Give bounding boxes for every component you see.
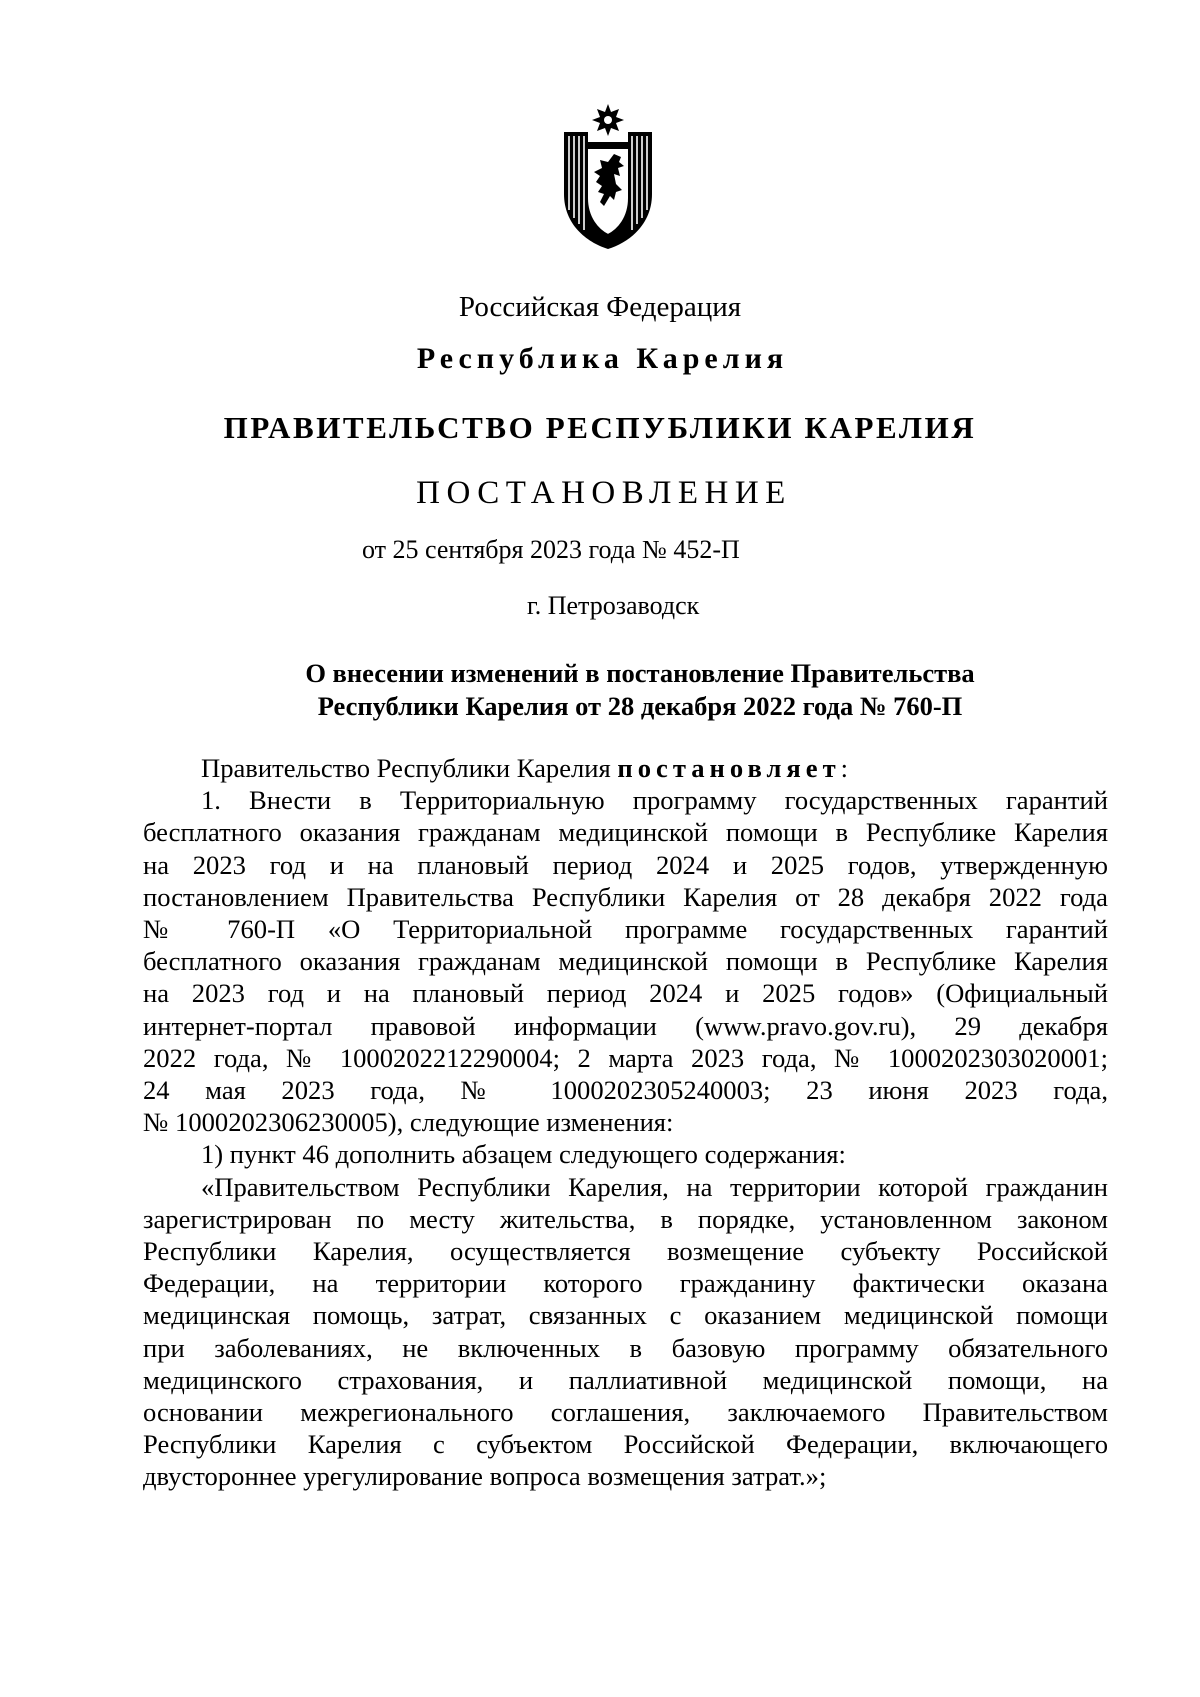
karelia-coat-of-arms-icon bbox=[558, 102, 658, 252]
quote-line: Республики Карелия с субъектом Российской Федерации, включающего bbox=[143, 1429, 1108, 1460]
quote-line: двустороннее урегулирование вопроса возмещения затрат.»; bbox=[143, 1461, 827, 1492]
intro-text: Правительство Республики Карелия bbox=[201, 753, 618, 783]
document-subject bbox=[240, 657, 1040, 723]
quote-line: основании межрегионального соглашения, заключаемого Правительством bbox=[143, 1397, 1108, 1428]
city: г. Петрозаводск bbox=[527, 591, 700, 620]
paragraph-line: 24 мая 2023 года, № 1000202305240003; 23 июня 2023 года, bbox=[143, 1075, 1108, 1106]
paragraph-line: 1. Внести в Территориальную программу государственных гарантий bbox=[201, 785, 1108, 816]
republic-name: Республика Карелия bbox=[416, 342, 789, 375]
subitem-line: 1) пункт 46 дополнить абзацем следующего содержания: bbox=[201, 1139, 846, 1170]
paragraph-line: № 760-П «О Территориальной программе государственных гарантий bbox=[143, 914, 1108, 945]
quote-line: при заболеваниях, не включенных в базовую программу обязательного bbox=[143, 1332, 1108, 1363]
paragraph-line: на 2023 год и на плановый период 2024 и 2025 годов» (Официальный bbox=[143, 978, 1108, 1009]
country-name: Российская Федерация bbox=[458, 291, 742, 323]
paragraph-line: на 2023 год и на плановый период 2024 и 2025 годов, утвержденную bbox=[143, 849, 1108, 880]
intro-paragraph bbox=[143, 752, 1108, 784]
subject-line: О внесении изменений в постановление Правительства bbox=[305, 658, 975, 688]
paragraph-line: бесплатного оказания гражданам медицинской помощи в Республике Карелия bbox=[143, 946, 1108, 977]
quote-line: зарегистрирован по месту жительства, в порядке, установленном законом bbox=[143, 1203, 1108, 1234]
resolves-word: постановляет bbox=[617, 753, 841, 783]
quote-line: Федерации, на территории которого гражданину фактически оказана bbox=[143, 1268, 1108, 1299]
quote-line: медицинского страхования, и паллиативной медицинской помощи, на bbox=[143, 1364, 1108, 1395]
quote-line: Республики Карелия, осуществляется возмещение субъекту Российской bbox=[143, 1236, 1108, 1267]
paragraph-line: бесплатного оказания гражданам медицинской помощи в Республике Карелия bbox=[143, 817, 1108, 848]
quote-line: медицинская помощь, затрат, связанных с оказанием медицинской помощи bbox=[143, 1300, 1108, 1331]
intro-colon: : bbox=[840, 753, 849, 783]
date-and-number: от 25 сентября 2023 года № 452-П bbox=[362, 535, 740, 564]
paragraph-line: № 1000202306230005), следующие изменения: bbox=[143, 1107, 674, 1138]
document-type: ПОСТАНОВЛЕНИЕ bbox=[416, 475, 792, 511]
paragraph-line: интернет-портал правовой информации (www.pravo.gov.ru), 29 декабря bbox=[143, 1010, 1108, 1041]
quote-line: «Правительством Республики Карелия, на территории которой гражданин bbox=[201, 1171, 1108, 1202]
government-title: ПРАВИТЕЛЬСТВО РЕСПУБЛИКИ КАРЕЛИЯ bbox=[223, 410, 977, 445]
document-body bbox=[143, 752, 1108, 1493]
paragraph-line: 2022 года, № 1000202212290004; 2 марта 2023 года, № 1000202303020001; bbox=[143, 1042, 1108, 1073]
paragraph-line: постановлением Правительства Республики Карелия от 28 декабря 2022 года bbox=[143, 881, 1108, 912]
subject-line: Республики Карелия от 28 декабря 2022 года № 760-П bbox=[317, 691, 963, 721]
